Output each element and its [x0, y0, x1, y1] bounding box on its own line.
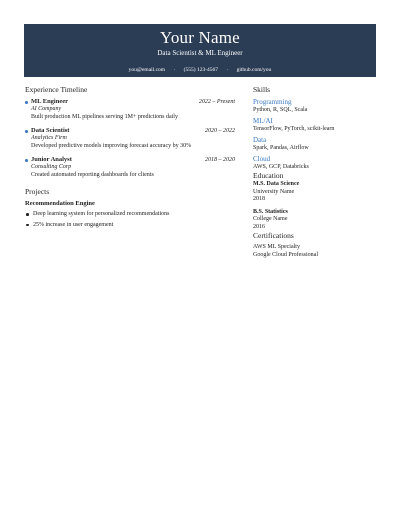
bullet-text: Deep learning system for personalized recommendations [33, 211, 170, 217]
phone-text: (555) 123-4567 [183, 67, 219, 73]
certification-item: AWS ML Specialty [253, 244, 300, 250]
job-title-headline: Data Scientist & ML Engineer [157, 49, 243, 57]
skill-category: Data [253, 136, 267, 144]
company-name: Consulting Corp [31, 164, 72, 170]
contact-line [24, 67, 376, 74]
skill-category: Cloud [253, 155, 271, 163]
resume-header [24, 24, 376, 77]
certification-item: Google Cloud Professional [253, 251, 318, 258]
projects-section [25, 187, 235, 229]
education-heading: Education [253, 171, 284, 180]
list-item [25, 211, 235, 219]
job-description: Developed predictive models improving forecast accuracy by 30% [31, 142, 192, 149]
skill-category: Programming [253, 98, 292, 106]
company-name: Analytics Firm [31, 135, 67, 141]
job-dates: 2018 – 2020 [205, 157, 235, 163]
bullet-text: 25% increase in user engagement [33, 221, 114, 228]
skill-list: TensorFlow, PyTorch, scikit-learn [253, 125, 335, 132]
job-title: ML Engineer [31, 98, 69, 105]
right-column [253, 85, 378, 259]
timeline-entry [25, 156, 235, 179]
job-title: Data Scientist [31, 127, 70, 134]
job-title: Junior Analyst [31, 156, 72, 163]
skill-list: AWS, GCP, Databricks [253, 163, 309, 170]
skill-list: Python, R, SQL, Scala [253, 106, 308, 113]
projects-heading: Projects [25, 187, 50, 196]
timeline-dot-icon [25, 101, 28, 104]
timeline-entry [25, 98, 235, 121]
experience-heading: Experience Timeline [25, 85, 88, 94]
separator: · [173, 67, 176, 73]
graduation-year: 2016 [253, 223, 265, 230]
email-text[interactable]: you@email.com [128, 67, 166, 73]
timeline-dot-icon [25, 130, 28, 133]
school-name: University Name [253, 188, 295, 195]
graduation-year: 2018 [253, 196, 265, 202]
company-name: AI Company [31, 106, 62, 112]
skill-list: Spark, Pandas, Airflow [253, 144, 309, 151]
timeline-entry [25, 127, 235, 150]
project-title: Recommendation Engine [25, 200, 95, 207]
bullet-icon [26, 224, 29, 227]
website-text[interactable]: github.com/you [236, 67, 272, 73]
school-name: College Name [253, 216, 288, 222]
bullet-icon [26, 213, 29, 216]
job-description: Created automated reporting dashboards for clients [31, 171, 154, 178]
degree-name: M.S. Data Science [253, 181, 300, 187]
job-description: Built production ML pipelines serving 1M+ predictions daily [31, 113, 178, 120]
degree-name: B.S. Statistics [253, 208, 288, 215]
left-column [25, 85, 235, 229]
skills-heading: Skills [253, 85, 271, 94]
list-item [25, 222, 235, 230]
timeline-dot-icon [25, 159, 28, 162]
certifications-heading: Certifications [253, 231, 294, 240]
person-name: Your Name [160, 28, 240, 47]
job-dates: 2022 – Present [198, 99, 235, 105]
skill-category: ML/AI [253, 117, 273, 125]
separator: · [226, 67, 229, 73]
job-dates: 2020 – 2022 [205, 128, 235, 134]
